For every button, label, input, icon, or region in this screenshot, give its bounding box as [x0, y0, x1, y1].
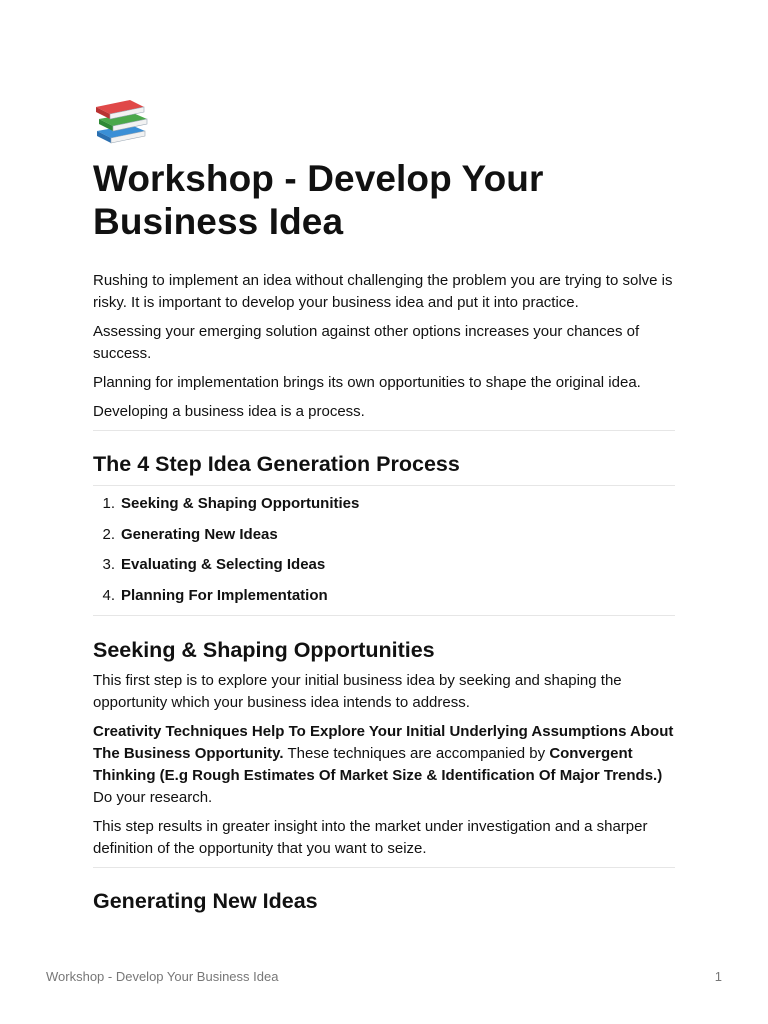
- intro-section: [93, 270, 675, 423]
- list-number: 3.: [102, 556, 115, 574]
- list-label: Planning For Implementation: [121, 586, 328, 604]
- bold-text: Creativity Techniques Help To Explore Your Initial Underlying Assumptions About The Business Opportunity.: [93, 723, 674, 763]
- page-title: Workshop - Develop Your Business Idea: [93, 158, 544, 242]
- list-item: [93, 585, 675, 607]
- intro-paragraph: Assessing your emerging solution against other options increases your chances of success.: [93, 323, 640, 362]
- generating-heading: Generating New Ideas: [93, 889, 318, 914]
- page-footer: [46, 968, 722, 986]
- seeking-paragraph: [93, 721, 675, 809]
- list-number: 1.: [102, 495, 115, 512]
- seeking-section: [93, 670, 675, 860]
- body-text: Do your research.: [93, 789, 213, 807]
- process-heading: The 4 Step Idea Generation Process: [93, 452, 460, 476]
- list-number: 4.: [102, 586, 115, 604]
- list-label: Seeking & Shaping Opportunities: [121, 495, 360, 512]
- bold-text: Convergent Thinking (E.g Rough Estimates Of Market Size & Identification Of Major Trends.): [93, 745, 663, 785]
- intro-paragraph: Developing a business idea is a process.: [93, 403, 365, 420]
- divider: [93, 485, 675, 486]
- intro-paragraph: Planning for implementation brings its own opportunities to shape the original idea.: [93, 374, 641, 391]
- footer-title: Workshop - Develop Your Business Idea: [46, 969, 279, 984]
- list-item: [93, 554, 675, 576]
- page-number: 1: [714, 969, 722, 984]
- steps-list: [93, 493, 675, 607]
- books-icon: [93, 95, 149, 145]
- seeking-paragraph: This step results in greater insight into the market under investigation and a sharper definition of the opportunity that you want to seize.: [93, 818, 648, 858]
- seeking-paragraph: This first step is to explore your initial business idea by seeking and shaping the opportunity which your business idea intends to address.: [93, 672, 622, 712]
- body-text: These techniques are accompanied by: [283, 745, 550, 763]
- list-item: [93, 524, 675, 546]
- list-label: Generating New Ideas: [121, 525, 278, 543]
- divider: [93, 615, 675, 616]
- divider: [93, 867, 675, 868]
- list-number: 2.: [102, 525, 115, 543]
- document-page: [93, 95, 675, 914]
- list-item: [93, 493, 675, 515]
- seeking-heading: Seeking & Shaping Opportunities: [93, 638, 435, 663]
- list-label: Evaluating & Selecting Ideas: [121, 556, 326, 574]
- divider: [93, 430, 675, 431]
- intro-paragraph: Rushing to implement an idea without challenging the problem you are trying to solve is risky. It is important to develop your business idea and put it into practice.: [93, 272, 673, 311]
